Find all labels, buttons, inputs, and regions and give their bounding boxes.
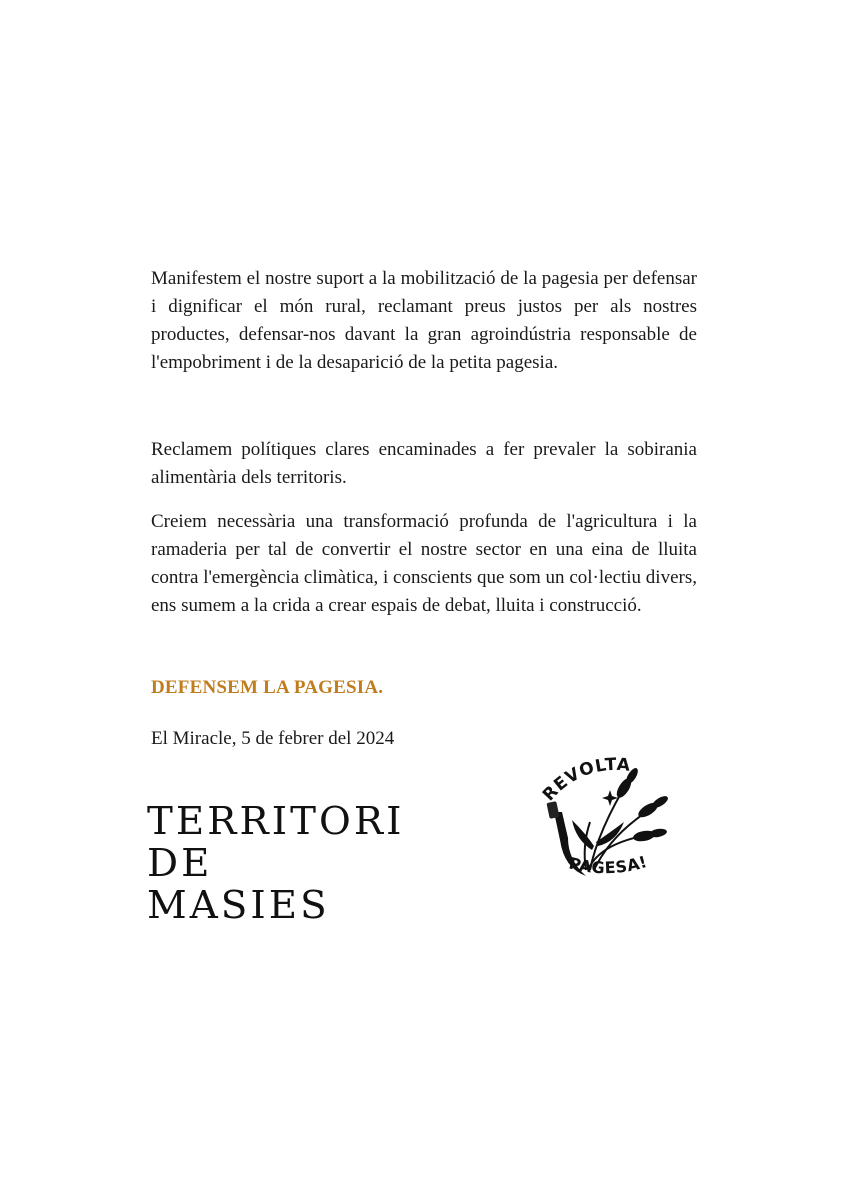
paragraph-transformation: Creiem necessària una transformació profunda de l'agricultura i la ramaderia per tal de convertir el nostre sector en una eina de lluita contra l'emergència climàtica, i conscients que som un col·lectiu divers, ens sumem a la crida a crear espais de debat, lluita i construcció. xyxy=(151,511,697,616)
paragraph-support: Manifestem el nostre suport a la mobilització de la pagesia per defensar i dignificar el món rural, reclamant preus justos per als nostres productes, defensar-nos davant la gran agroindústria responsable de l'empobriment i de la desaparició de la petita pagesia. xyxy=(151,268,697,373)
dateline: El Miracle, 5 de febrer del 2024 xyxy=(151,728,395,749)
slogan: DEFENSEM LA PAGESIA. xyxy=(151,677,384,698)
pagesa-text: PAGESA! xyxy=(567,852,650,878)
logo-line-1: TERRITORI xyxy=(147,799,405,843)
revolta-pagesa-logo xyxy=(528,750,678,890)
paragraph-sovereignty: Reclamem polítiques clares encaminades a fer prevaler la sobirania alimentària dels territoris. xyxy=(151,439,697,488)
svg-text:PAGESA! xyxy=(567,852,649,877)
revolta-text: REVOLTA xyxy=(538,754,632,806)
logo-line-2: DE MASIES xyxy=(147,841,330,927)
territori-de-masies-logo xyxy=(147,799,405,927)
